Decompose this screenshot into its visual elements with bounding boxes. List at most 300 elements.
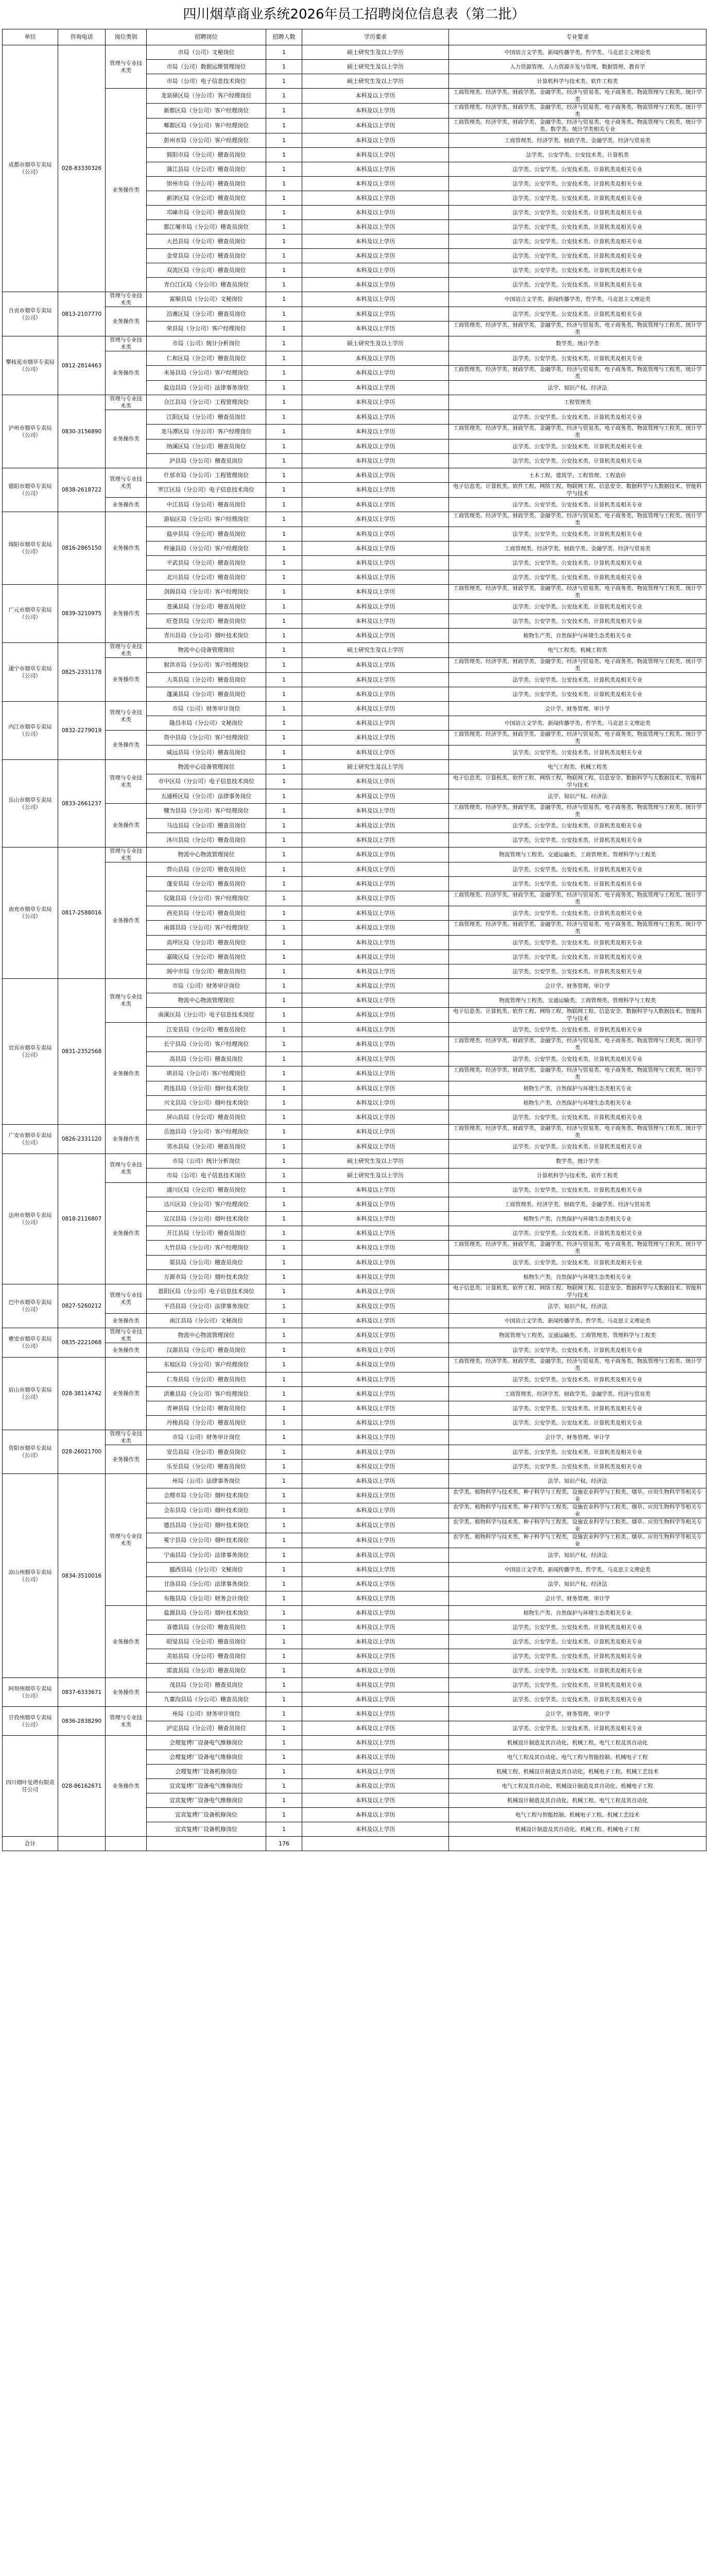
count-cell: 1	[266, 1140, 302, 1154]
education-cell: 本科及以上学历	[302, 1270, 449, 1284]
position-cell: 物流中心设备管理岗位	[147, 643, 266, 658]
count-cell: 1	[266, 1008, 302, 1023]
count-cell: 1	[266, 1212, 302, 1226]
major-cell: 法学类、公安学类、公安技术类、计算机类及相关专业	[449, 600, 706, 614]
major-cell: 植物生产类、自然保护与环境生态类相关专业	[449, 1081, 706, 1096]
position-cell: 青白江区局（分公司）稽查员岗位	[147, 278, 266, 292]
major-cell: 法学、知识产权、经济法	[449, 1577, 706, 1591]
education-cell: 本科及以上学历	[302, 1401, 449, 1416]
major-cell: 中国语言文学类、新闻传播学类、哲学类、马克思主义理论类	[449, 45, 706, 60]
count-cell: 1	[266, 1750, 302, 1765]
major-cell: 法学类、公安学类、公安技术类、计算机类及相关专业	[449, 950, 706, 964]
category-cell: 业务操作类	[106, 658, 147, 702]
total-row	[3, 1837, 706, 1851]
count-cell: 1	[266, 702, 302, 716]
education-cell: 本科及以上学历	[302, 512, 449, 527]
major-cell: 法学类、公安学类、公安技术类、计算机类及相关专业	[449, 1678, 706, 1692]
unit-cell: 南充市烟草专卖局（公司）	[3, 848, 58, 979]
total-count: 176	[266, 1837, 302, 1851]
count-cell: 1	[266, 1256, 302, 1270]
category-cell: 管理与专业技术类	[106, 1284, 147, 1314]
education-cell: 本科及以上学历	[302, 1779, 449, 1793]
unit-cell: 阿坝州烟草专卖局（公司）	[3, 1678, 58, 1707]
unit-cell: 泸州市烟草专卖局（公司）	[3, 395, 58, 468]
major-cell: 数学类、统计学类	[449, 1154, 706, 1168]
major-cell: 法学类、公安学类、公安技术类、计算机类及相关专业	[449, 614, 706, 629]
major-cell: 会计学、财务管理、审计学	[449, 702, 706, 716]
position-cell: 市局（公司）文秘岗位	[147, 45, 266, 60]
phone-cell: 0836-2838290	[58, 1707, 106, 1736]
count-cell: 1	[266, 206, 302, 220]
major-cell: 法学类、公安学类、公安技术类、计算机类及相关专业	[449, 278, 706, 292]
education-cell: 本科及以上学历	[302, 366, 449, 381]
phone-cell: 0825-2331178	[58, 643, 106, 702]
education-cell: 本科及以上学历	[302, 278, 449, 292]
table-row	[3, 1343, 706, 1358]
position-cell: 市中区局（分公司）电子信息技术岗位	[147, 774, 266, 789]
count-cell: 1	[266, 1401, 302, 1416]
major-cell: 电气工程与智能控制、机械电子工程、机械工艺技术	[449, 1808, 706, 1822]
education-cell: 本科及以上学历	[302, 629, 449, 643]
major-cell: 工商管理类、经济学类、财政学类、金融学类、经济与贸易类、电子商务类、物流管理与工程类、统计学类、数学类、统计学类相关专业	[449, 118, 706, 133]
major-cell: 法学、知识产权、经济法	[449, 1474, 706, 1488]
category-cell: 业务操作类	[106, 351, 147, 395]
major-cell: 法学类、公安学类、公安技术类、计算机类及相关专业	[449, 964, 706, 979]
count-cell: 1	[266, 1299, 302, 1314]
category-cell: 业务操作类	[106, 1736, 147, 1837]
position-cell: 岳池县局（分公司）客户经理岗位	[147, 1125, 266, 1140]
count-cell: 1	[266, 1591, 302, 1606]
education-cell: 本科及以上学历	[302, 964, 449, 979]
education-cell: 硕士研究生及以上学历	[302, 1154, 449, 1168]
major-cell: 工商管理类、经济学类、财政学类、金融学类、经济与贸易类、电子商务类、物流管理与工程类、统计学类	[449, 89, 706, 104]
major-cell: 法学类、公安学类、公安技术类、计算机类及相关专业	[449, 498, 706, 512]
major-cell: 植物生产类、自然保护与环境生态类相关专业	[449, 629, 706, 643]
major-cell: 中国语言文学类、新闻传播学类、哲学类、马克思主义理论类	[449, 1563, 706, 1577]
position-cell: 宜宾复烤厂设备机修岗位	[147, 1822, 266, 1837]
position-cell: 州局（公司）法律事务岗位	[147, 1474, 266, 1488]
count-cell: 1	[266, 833, 302, 848]
education-cell: 本科及以上学历	[302, 381, 449, 395]
position-cell: 崇州市局（分公司）稽查员岗位	[147, 177, 266, 191]
major-cell: 法学类、公安学类、公安技术类、计算机类及相关专业	[449, 454, 706, 468]
table-header	[3, 29, 706, 45]
count-cell: 1	[266, 1328, 302, 1343]
position-cell: 青川县局（分公司）烟叶技术岗位	[147, 629, 266, 643]
position-cell: 阆中市局（分公司）稽查员岗位	[147, 964, 266, 979]
count-cell: 1	[266, 1793, 302, 1808]
major-cell: 工商管理类、经济学类、财政学类、金融学类、经济与贸易类、电子商务类、物流管理与工程类、统计学类	[449, 1066, 706, 1081]
category-cell: 管理与专业技术类	[106, 1430, 147, 1445]
education-cell: 本科及以上学历	[302, 395, 449, 410]
major-cell: 植物生产类、自然保护与环境生态类相关专业	[449, 1606, 706, 1620]
education-cell: 硕士研究生及以上学历	[302, 1168, 449, 1183]
count-cell: 1	[266, 1226, 302, 1241]
major-cell: 电子信息类、计算机类、软件工程、网络工程、物联网工程、信息安全、数据科学与大数据技术、智能科学与技术	[449, 1008, 706, 1023]
count-cell: 1	[266, 1692, 302, 1707]
count-cell: 1	[266, 468, 302, 483]
position-cell: 万源市局（分公司）烟叶技术岗位	[147, 1270, 266, 1284]
position-cell: 都江堰市局（分公司）稽查员岗位	[147, 220, 266, 234]
education-cell: 本科及以上学历	[302, 1023, 449, 1037]
position-cell: 龙马潭区局（分公司）客户经理岗位	[147, 425, 266, 439]
position-cell: 嘉陵区局（分公司）稽查员岗位	[147, 950, 266, 964]
category-cell: 业务操作类	[106, 862, 147, 979]
education-cell: 本科及以上学历	[302, 1460, 449, 1474]
category-cell: 管理与专业技术类	[106, 1154, 147, 1183]
position-cell: 泸定县局（分公司）稽查员岗位	[147, 1721, 266, 1736]
category-cell: 管理与专业技术类	[106, 336, 147, 351]
education-cell: 本科及以上学历	[302, 1358, 449, 1372]
count-cell: 1	[266, 1241, 302, 1256]
count-cell: 1	[266, 498, 302, 512]
header-position: 招聘岗位	[147, 29, 266, 45]
education-cell: 本科及以上学历	[302, 1736, 449, 1750]
position-cell: 达川区局（分公司）客户经理岗位	[147, 1197, 266, 1212]
education-cell: 本科及以上学历	[302, 191, 449, 206]
count-cell: 1	[266, 716, 302, 731]
major-cell: 法学类、公安学类、公安技术类、计算机类及相关专业	[449, 906, 706, 921]
total-label: 合计	[3, 1837, 58, 1851]
category-cell: 管理与专业技术类	[106, 760, 147, 804]
category-cell: 业务操作类	[106, 1678, 147, 1707]
education-cell: 本科及以上学历	[302, 556, 449, 570]
major-cell: 法学类、公安学类、公安技术类、计算机类及相关专业	[449, 1649, 706, 1664]
position-cell: 会理复烤厂设备机修岗位	[147, 1765, 266, 1779]
position-cell: 南江县局（分公司）文秘岗位	[147, 1314, 266, 1328]
education-cell: 本科及以上学历	[302, 1606, 449, 1620]
position-cell: 物流中心物流管理岗位	[147, 993, 266, 1008]
count-cell: 1	[266, 1548, 302, 1563]
unit-cell: 自贡市烟草专卖局（公司）	[3, 292, 58, 336]
phone-cell: 028-38114742	[58, 1358, 106, 1430]
phone-cell: 0832-2279019	[58, 702, 106, 760]
count-cell: 1	[266, 1197, 302, 1212]
table-row	[3, 512, 706, 527]
position-cell: 纳溪区局（分公司）稽查员岗位	[147, 439, 266, 454]
table-row	[3, 351, 706, 366]
major-cell: 植物生产类、自然保护与环境生态类相关专业	[449, 1270, 706, 1284]
major-cell: 法学类、公安学类、公安技术类、计算机类及相关专业	[449, 1664, 706, 1678]
major-cell: 法学类、公安学类、公安技术类、计算机类及相关专业	[449, 687, 706, 702]
count-cell: 1	[266, 1343, 302, 1358]
major-cell: 法学类、公安学类、公安技术类、计算机类及相关专业	[449, 745, 706, 760]
total-major-empty	[449, 1837, 706, 1851]
position-cell: 苍溪县局（分公司）稽查员岗位	[147, 600, 266, 614]
major-cell: 法学类、公安学类、公安技术类、计算机类及相关专业	[449, 1183, 706, 1197]
education-cell: 本科及以上学历	[302, 1110, 449, 1125]
major-cell: 法学、知识产权、经济法	[449, 381, 706, 395]
education-cell: 本科及以上学历	[302, 234, 449, 249]
position-cell: 平昌县局（分公司）法律事务岗位	[147, 1299, 266, 1314]
category-cell: 业务操作类	[106, 1445, 147, 1474]
major-cell: 工商管理类、经济学类、财政学类、金融学类、经济与贸易类	[449, 1197, 706, 1212]
education-cell: 本科及以上学历	[302, 439, 449, 454]
position-cell: 剑阁县局（分公司）客户经理岗位	[147, 585, 266, 600]
major-cell: 电子信息类、计算机类、软件工程、网络工程、物联网工程、信息安全、数据科学与大数据技术、智能科学与技术	[449, 483, 706, 498]
major-cell: 法学类、公安学类、公安技术类、计算机类及相关专业	[449, 556, 706, 570]
position-cell: 宜宾复烤厂设备电气维修岗位	[147, 1793, 266, 1808]
position-cell: 渠县局（分公司）稽查员岗位	[147, 1256, 266, 1270]
education-cell: 本科及以上学历	[302, 804, 449, 819]
unit-cell: 眉山市烟草专卖局（公司）	[3, 1358, 58, 1430]
education-cell: 本科及以上学历	[302, 1387, 449, 1401]
position-cell: 长宁县局（分公司）客户经理岗位	[147, 1037, 266, 1052]
education-cell: 本科及以上学历	[302, 570, 449, 585]
major-cell: 物流管理与工程类、交通运输类、工商管理类、管理科学与工程类	[449, 1328, 706, 1343]
total-position-empty	[147, 1837, 266, 1851]
education-cell: 本科及以上学历	[302, 1197, 449, 1212]
position-cell: 新津区局（分公司）稽查员岗位	[147, 191, 266, 206]
count-cell: 1	[266, 89, 302, 104]
phone-cell: 0835-2221068	[58, 1328, 106, 1358]
position-cell: 汉源县局（分公司）稽查员岗位	[147, 1343, 266, 1358]
major-cell: 数学类、统计学类	[449, 336, 706, 351]
education-cell: 本科及以上学历	[302, 249, 449, 263]
education-cell: 本科及以上学历	[302, 1445, 449, 1460]
category-cell: 管理与专业技术类	[106, 1707, 147, 1736]
count-cell: 1	[266, 234, 302, 249]
table-row	[3, 1125, 706, 1140]
count-cell: 1	[266, 454, 302, 468]
education-cell: 本科及以上学历	[302, 1241, 449, 1256]
count-cell: 1	[266, 1488, 302, 1503]
count-cell: 1	[266, 381, 302, 395]
major-cell: 法学类、公安学类、公安技术类、计算机类及相关专业	[449, 936, 706, 950]
education-cell: 本科及以上学历	[302, 454, 449, 468]
count-cell: 1	[266, 1168, 302, 1183]
table-row	[3, 862, 706, 877]
category-cell: 业务操作类	[106, 804, 147, 848]
position-cell: 盐边县局（分公司）法律事务岗位	[147, 381, 266, 395]
major-cell: 工商管理类、经济学类、财政学类、金融学类、经济与贸易类、电子商务类、物流管理与工程类、统计学类	[449, 1125, 706, 1140]
position-cell: 乐至县局（分公司）稽查员岗位	[147, 1460, 266, 1474]
major-cell: 法学类、公安学类、公安技术类、计算机类	[449, 148, 706, 162]
major-cell: 工商管理类、经济学类、财政学类、金融学类、经济与贸易类、电子商务类、物流管理与工程类、统计学类	[449, 804, 706, 819]
position-cell: 昭觉县局（分公司）稽查员岗位	[147, 1635, 266, 1649]
count-cell: 1	[266, 1765, 302, 1779]
education-cell: 本科及以上学历	[302, 1008, 449, 1023]
count-cell: 1	[266, 249, 302, 263]
education-cell: 本科及以上学历	[302, 118, 449, 133]
table-row	[3, 979, 706, 993]
category-cell: 管理与专业技术类	[106, 702, 147, 731]
count-cell: 1	[266, 964, 302, 979]
major-cell: 机械工程、机械设计制造及其自动化、机械电子工程、机械工艺技术	[449, 1765, 706, 1779]
major-cell: 工商管理类、经济学类、财政学类、金融学类、经济与贸易类、电子商务类、物流管理与工程类、统计学类	[449, 425, 706, 439]
position-cell: 西充县局（分公司）稽查员岗位	[147, 906, 266, 921]
major-cell: 法学类、公安学类、公安技术类、计算机类及相关专业	[449, 1445, 706, 1460]
position-cell: 平武县局（分公司）稽查员岗位	[147, 556, 266, 570]
education-cell: 本科及以上学历	[302, 1066, 449, 1081]
major-cell: 计算机科学与技术类、软件工程类	[449, 74, 706, 89]
education-cell: 本科及以上学历	[302, 1503, 449, 1518]
table-row	[3, 731, 706, 745]
education-cell: 本科及以上学历	[302, 206, 449, 220]
education-cell: 本科及以上学历	[302, 1140, 449, 1154]
position-cell: 恩阳区局（分公司）电子信息技术岗位	[147, 1284, 266, 1299]
count-cell: 1	[266, 936, 302, 950]
position-cell: 什邡市局（分公司）工程管理岗位	[147, 468, 266, 483]
position-cell: 兴文县局（分公司）烟叶技术岗位	[147, 1096, 266, 1110]
count-cell: 1	[266, 439, 302, 454]
major-cell: 法学类、公安学类、公安技术类、计算机类及相关专业	[449, 877, 706, 891]
table-row	[3, 1284, 706, 1299]
table-row	[3, 1678, 706, 1692]
phone-cell: 0812-2814463	[58, 336, 106, 395]
phone-cell: 028-26021700	[58, 1430, 106, 1474]
major-cell: 工商管理类、经济学类、财政学类、金融学类、经济与贸易类、电子商务类、物流管理与工程类、统计学类	[449, 1358, 706, 1372]
category-cell: 业务操作类	[106, 585, 147, 643]
unit-cell: 四川烟叶复烤有限责任公司	[3, 1736, 58, 1837]
position-cell: 仁和区局（分公司）稽查员岗位	[147, 351, 266, 366]
count-cell: 1	[266, 614, 302, 629]
unit-cell: 内江市烟草专卖局（公司）	[3, 702, 58, 760]
position-cell: 丹棱县局（分公司）稽查员岗位	[147, 1416, 266, 1430]
education-cell: 本科及以上学历	[302, 1620, 449, 1635]
phone-cell: 0833-2661237	[58, 760, 106, 848]
major-cell: 法学类、公安学类、公安技术类、计算机类及相关专业	[449, 1052, 706, 1066]
position-cell: 龙泉驿区局（分公司）客户经理岗位	[147, 89, 266, 104]
position-cell: 市局（公司）财务审计岗位	[147, 702, 266, 716]
position-cell: 德昌县局（分公司）烟叶技术岗位	[147, 1518, 266, 1533]
education-cell: 本科及以上学历	[302, 716, 449, 731]
major-cell: 农学类、植物科学与技术类、种子科学与工程类、设施农业科学与工程类、烟草、应用生物科学等相关专业	[449, 1518, 706, 1533]
count-cell: 1	[266, 1635, 302, 1649]
position-cell: 盐源县局（分公司）烟叶技术岗位	[147, 1606, 266, 1620]
education-cell: 硕士研究生及以上学历	[302, 643, 449, 658]
count-cell: 1	[266, 600, 302, 614]
position-cell: 营山县局（分公司）稽查员岗位	[147, 862, 266, 877]
education-cell: 本科及以上学历	[302, 1635, 449, 1649]
education-cell: 本科及以上学历	[302, 819, 449, 833]
position-cell: 富顺县局（分公司）文秘岗位	[147, 292, 266, 307]
count-cell: 1	[266, 425, 302, 439]
position-cell: 资中县局（分公司）客户经理岗位	[147, 731, 266, 745]
position-cell: 高坪区局（分公司）稽查员岗位	[147, 936, 266, 950]
education-cell: 本科及以上学历	[302, 1314, 449, 1328]
phone-cell: 0839-3210975	[58, 585, 106, 643]
position-cell: 市局（公司）财务审计岗位	[147, 1430, 266, 1445]
phone-cell: 0818-2116807	[58, 1154, 106, 1284]
position-cell: 茂县局（分公司）稽查员岗位	[147, 1678, 266, 1692]
education-cell: 本科及以上学历	[302, 906, 449, 921]
position-cell: 会理复烤厂设备电气维修岗位	[147, 1736, 266, 1750]
major-cell: 会计学、财务管理、审计学	[449, 1430, 706, 1445]
major-cell: 法学类、公安学类、公安技术类、计算机类及相关专业	[449, 191, 706, 206]
unit-cell: 成都市烟草专卖局（公司）	[3, 45, 58, 292]
table-row	[3, 804, 706, 819]
count-cell: 1	[266, 336, 302, 351]
education-cell: 本科及以上学历	[302, 1822, 449, 1837]
category-cell: 业务操作类	[106, 1358, 147, 1430]
count-cell: 1	[266, 1372, 302, 1387]
education-cell: 本科及以上学历	[302, 1548, 449, 1563]
education-cell: 本科及以上学历	[302, 1125, 449, 1140]
count-cell: 1	[266, 1503, 302, 1518]
count-cell: 1	[266, 1649, 302, 1664]
position-cell: 邛崃市局（分公司）稽查员岗位	[147, 206, 266, 220]
position-cell: 市局（公司）电子信息技术岗位	[147, 1168, 266, 1183]
position-cell: 九寨沟县局（分公司）稽查员岗位	[147, 1692, 266, 1707]
position-cell: 珙县局（分公司）客户经理岗位	[147, 1066, 266, 1081]
education-cell: 本科及以上学历	[302, 789, 449, 804]
education-cell: 本科及以上学历	[302, 263, 449, 278]
education-cell: 本科及以上学历	[302, 774, 449, 789]
count-cell: 1	[266, 410, 302, 425]
position-cell: 喜德县局（分公司）稽查员岗位	[147, 1620, 266, 1635]
position-cell: 荣县局（分公司）客户经理岗位	[147, 321, 266, 336]
position-cell: 马边县局（分公司）稽查员岗位	[147, 819, 266, 833]
position-cell: 东坡区局（分公司）客户经理岗位	[147, 1358, 266, 1372]
position-cell: 江安县局（分公司）稽查员岗位	[147, 1023, 266, 1037]
table-row	[3, 760, 706, 774]
major-cell: 中国语言文学类、新闻传播学类、哲学类、马克思主义理论类	[449, 716, 706, 731]
unit-cell: 雅安市烟草专卖局（公司）	[3, 1328, 58, 1358]
table-row	[3, 702, 706, 716]
major-cell: 法学、知识产权、经济法	[449, 789, 706, 804]
count-cell: 1	[266, 395, 302, 410]
position-cell: 蓬安县局（分公司）稽查员岗位	[147, 877, 266, 891]
table-row	[3, 1707, 706, 1721]
position-cell: 南部县局（分公司）客户经理岗位	[147, 921, 266, 936]
major-cell: 工程管理类	[449, 395, 706, 410]
education-cell: 本科及以上学历	[302, 1052, 449, 1066]
education-cell: 本科及以上学历	[302, 585, 449, 600]
count-cell: 1	[266, 760, 302, 774]
education-cell: 本科及以上学历	[302, 133, 449, 148]
major-cell: 电气工程及其自动化、电气工程与智能控制、机械电子工程	[449, 1750, 706, 1765]
education-cell: 本科及以上学历	[302, 177, 449, 191]
major-cell: 法学类、公安学类、公安技术类、计算机类及相关专业	[449, 439, 706, 454]
position-cell: 美姑县局（分公司）稽查员岗位	[147, 1649, 266, 1664]
category-cell: 业务操作类	[106, 89, 147, 292]
position-cell: 通川区局（分公司）稽查员岗位	[147, 1183, 266, 1197]
count-cell: 1	[266, 162, 302, 177]
education-cell: 本科及以上学历	[302, 1372, 449, 1387]
header-unit: 单位	[3, 29, 58, 45]
phone-cell: 0838-2618722	[58, 468, 106, 512]
phone-cell: 0826-2331120	[58, 1125, 106, 1154]
education-cell: 本科及以上学历	[302, 527, 449, 541]
education-cell: 本科及以上学历	[302, 731, 449, 745]
major-cell: 会计学、财务管理、审计学	[449, 979, 706, 993]
count-cell: 1	[266, 1110, 302, 1125]
education-cell: 本科及以上学历	[302, 877, 449, 891]
unit-cell: 凉山州烟草专卖局（公司）	[3, 1474, 58, 1678]
phone-cell: 0816-2865150	[58, 512, 106, 585]
unit-cell: 巴中市烟草专卖局（公司）	[3, 1284, 58, 1328]
education-cell: 本科及以上学历	[302, 1299, 449, 1314]
category-cell: 管理与专业技术类	[106, 1328, 147, 1343]
unit-cell: 绵阳市烟草专卖局（公司）	[3, 512, 58, 585]
major-cell: 法学类、公安学类、公安技术类、计算机类及相关专业	[449, 1140, 706, 1154]
education-cell: 本科及以上学历	[302, 220, 449, 234]
table-row	[3, 89, 706, 104]
category-cell: 管理与专业技术类	[106, 468, 147, 498]
table-row	[3, 1183, 706, 1197]
position-cell: 雷波县局（分公司）稽查员岗位	[147, 1664, 266, 1678]
count-cell: 1	[266, 1023, 302, 1037]
position-cell: 大邑县局（分公司）稽查员岗位	[147, 234, 266, 249]
table-row	[3, 643, 706, 658]
recruitment-table	[2, 29, 706, 1851]
major-cell: 法学类、公安学类、公安技术类、计算机类及相关专业	[449, 1226, 706, 1241]
major-cell: 农学类、植物科学与技术类、种子科学与工程类、设施农业科学与工程类、烟草、应用生物科学等相关专业	[449, 1488, 706, 1503]
category-cell: 业务操作类	[106, 512, 147, 585]
count-cell: 1	[266, 1052, 302, 1066]
position-cell: 宁南县局（分公司）法律事务岗位	[147, 1548, 266, 1563]
